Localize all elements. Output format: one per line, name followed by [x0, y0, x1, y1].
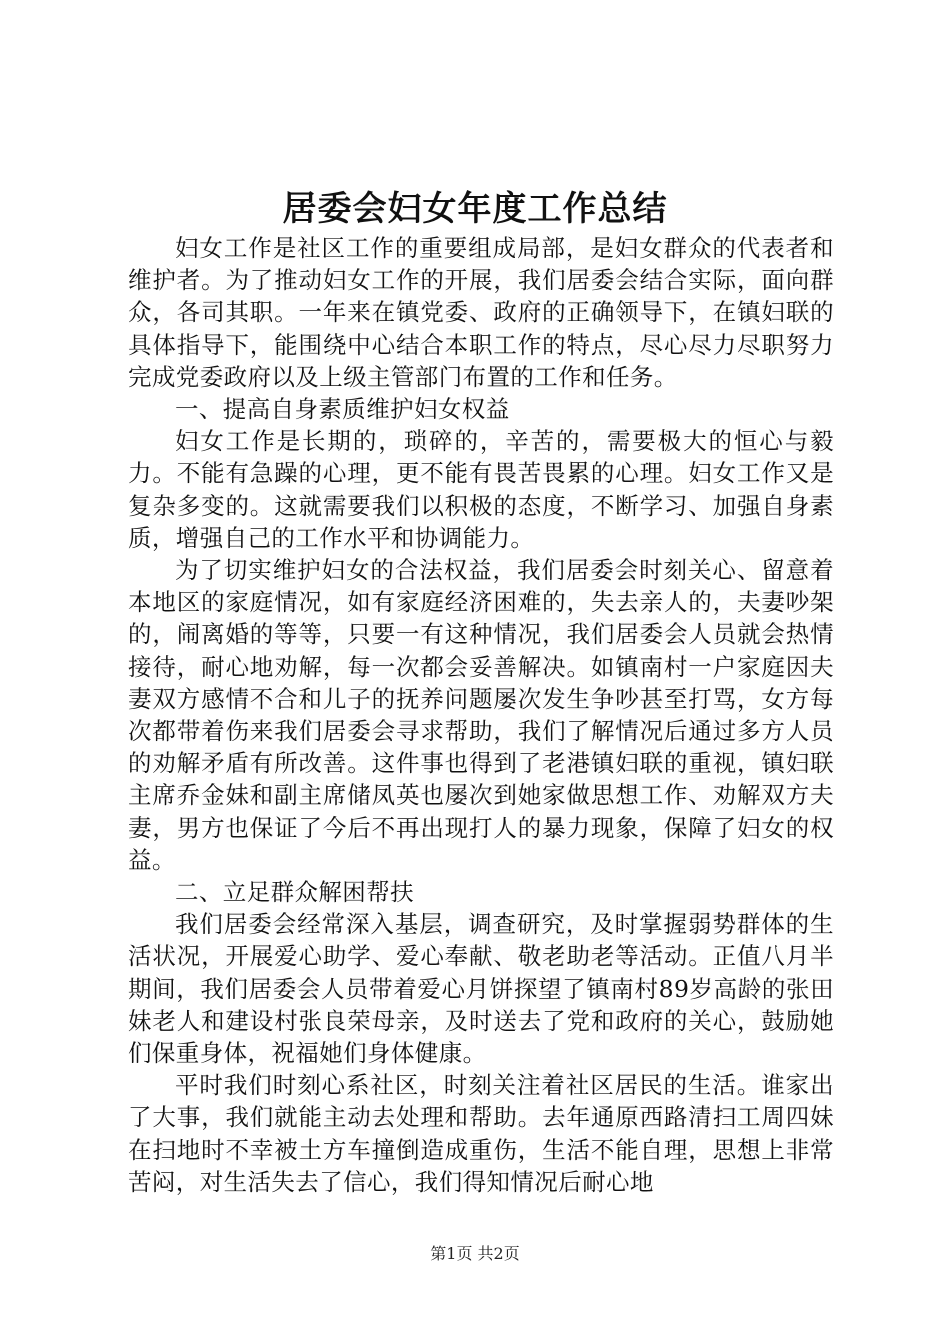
section-heading-1: 一、提高自身素质维护妇女权益 — [175, 395, 510, 424]
section-2-paragraph-2: 平时我们时刻心系社区，时刻关注着社区居民的生活。谁家出了大事，我们就能主动去处理和帮助。去年通原西路清扫工周四妹在扫地时不幸被土方车撞倒造成重伤，生活不能自理，思想上非常苦闷，对生活失去了信心，我们得知情况后耐心地 — [128, 1071, 834, 1196]
section-1-paragraph-2: 为了切实维护妇女的合法权益，我们居委会时刻关心、留意着本地区的家庭情况，如有家庭经济困难的，失去亲人的，夫妻吵架的，闹离婚的等等，只要一有这种情况，我们居委会人员就会热情接待，耐心地劝解，每一次都会妥善解决。如镇南村一户家庭因夫妻双方感情不合和儿子的抚养问题屡次发生争吵甚至打骂，女方每次都带着伤来我们居委会寻求帮助，我们了解情况后通过多方人员的劝解矛盾有所改善。这件事也得到了老港镇妇联的重视，镇妇联主席乔金妹和副主席储凤英也屡次到她家做思想工作、劝解双方夫妻，男方也保证了今后不再出现打人的暴力现象，保障了妇女的权益。 — [128, 556, 834, 874]
intro-paragraph: 妇女工作是社区工作的重要组成局部，是妇女群众的代表者和维护者。为了推动妇女工作的开展，我们居委会结合实际，面向群众，各司其职。一年来在镇党委、政府的正确领导下，在镇妇联的具体指导下，能围绕中心结合本职工作的特点，尽心尽力尽职努力完成党委政府以及上级主管部门布置的工作和任务。 — [128, 234, 834, 391]
document-body — [128, 232, 834, 1198]
document-title: 居委会妇女年度工作总结 — [282, 189, 668, 229]
section-2-paragraph-1: 我们居委会经常深入基层，调查研究，及时掌握弱势群体的生活状况，开展爱心助学、爱心奉献、敬老助老等活动。正值八月半期间，我们居委会人员带着爱心月饼探望了镇南村89岁高龄的张田妹老人和建设村张良荣母亲，及时送去了党和政府的关心，鼓励她们保重身体，祝福她们身体健康。 — [128, 910, 834, 1068]
page-number-footer: 第1页 共2页 — [430, 1244, 520, 1263]
section-1-paragraph-1: 妇女工作是长期的，琐碎的，辛苦的，需要极大的恒心与毅力。不能有急躁的心理，更不能有畏苦畏累的心理。妇女工作又是复杂多变的。这就需要我们以积极的态度，不断学习、加强自身素质，增强自己的工作水平和协调能力。 — [128, 427, 834, 552]
section-heading-2: 二、立足群众解困帮扶 — [175, 878, 414, 907]
